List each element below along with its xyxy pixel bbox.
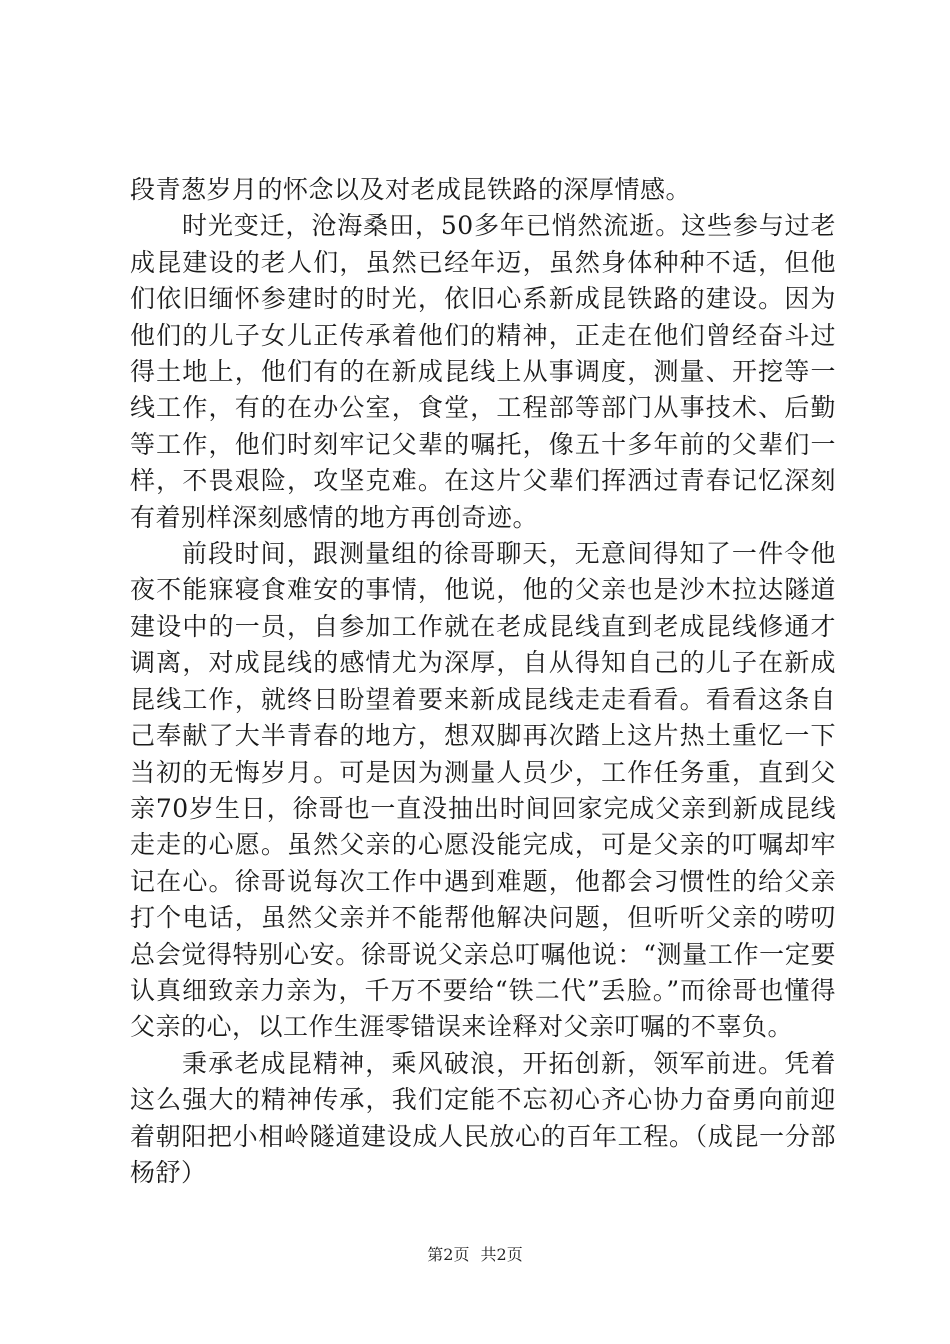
- document-body: [130, 172, 836, 1191]
- page-footer: [0, 1244, 950, 1266]
- page-total: 共2页: [480, 1245, 523, 1264]
- paragraph-4: 秉承老成昆精神，乘风破浪，开拓创新，领军前进。凭着这么强大的精神传承，我们定能不忘初心齐心协力奋勇向前迎着朝阳把小相岭隧道建设成人民放心的百年工程。（成昆一分部杨舒）: [130, 1048, 836, 1187]
- paragraph-2: 时光变迁，沧海桑田，50多年已悄然流逝。这些参与过老成昆建设的老人们，虽然已经年迈，虽然身体种种不适，但他们依旧缅怀参建时的时光，依旧心系新成昆铁路的建设。因为他们的儿子女儿正传承着他们的精神，正走在他们曾经奋斗过得土地上，他们有的在新成昆线上从事调度，测量、开挖等一线工作，有的在办公室，食堂，工程部等部门从事技术、后勤等工作，他们时刻牢记父辈的嘱托，像五十多年前的父辈们一样，不畏艰险，攻坚克难。在这片父辈们挥洒过青春记忆深刻有着别样深刻感情的地方再创奇迹。: [130, 211, 836, 532]
- page-number: 第2页: [427, 1245, 470, 1264]
- paragraph-1: 段青葱岁月的怀念以及对老成昆铁路的深厚情感。: [130, 175, 692, 204]
- paragraph-3: 前段时间，跟测量组的徐哥聊天，无意间得知了一件令他夜不能寐寝食难安的事情，他说，他的父亲也是沙木拉达隧道建设中的一员，自参加工作就在老成昆线直到老成昆线修通才调离，对成昆线的感情尤为深厚，自从得知自己的儿子在新成昆线工作，就终日盼望着要来新成昆线走走看看。看看这条自己奉献了大半青春的地方，想双脚再次踏上这片热土重忆一下当初的无悔岁月。可是因为测量人员少，工作任务重，直到父亲70岁生日，徐哥也一直没抽出时间回家完成父亲到新成昆线走走的心愿。虽然父亲的心愿没能完成，可是父亲的叮嘱却牢记在心。徐哥说每次工作中遇到难题，他都会习惯性的给父亲打个电话，虽然父亲并不能帮他解决问题，但听听父亲的唠叨总会觉得特别心安。徐哥说父亲总叮嘱他说：“测量工作一定要认真细致亲力亲为，千万不要给“铁二代”丢脸。”而徐哥也懂得父亲的心，以工作生涯零错误来诠释对父亲叮嘱的不辜负。: [130, 539, 836, 1042]
